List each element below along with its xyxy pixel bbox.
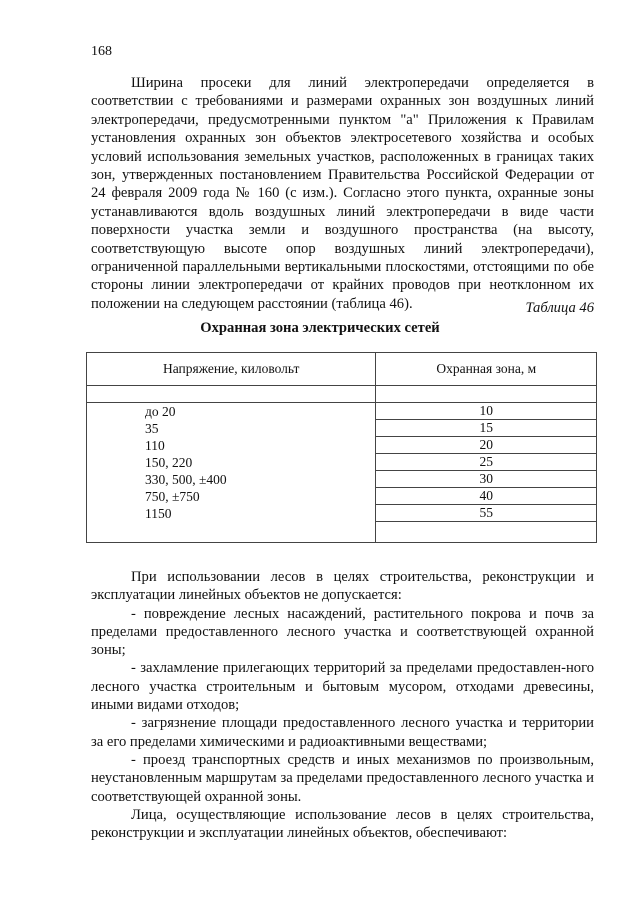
obligations-intro: Лица, осуществляющие использование лесов в целях строительства, реконструкции и эксплуатации линейных объектов, обеспечивают: [91,806,594,842]
restriction-item: - повреждение лесных насаждений, растительного покрова и почв за пределами предоставленного лесного участка и соответствующей охранной зоны; [91,605,594,659]
voltage-cell: 150, 220 [87,454,376,471]
header-voltage: Напряжение, киловольт [87,353,376,386]
table-number: Таблица 46 [525,300,594,316]
table-row [87,437,597,454]
table-bottom-row [87,522,597,543]
zone-value: 10 [376,403,596,420]
voltage-cell: 330, 500, ±400 [87,471,376,488]
table-row [87,454,597,471]
protection-zone-table [86,352,597,543]
zone-cell [376,454,597,471]
table-spacer-row [87,386,597,403]
table-header-row [87,353,597,386]
zone-value: 40 [376,488,596,505]
table-title: Охранная зона электрических сетей [200,320,440,336]
zone-value: 30 [376,471,596,488]
zone-cell [376,505,597,522]
table-row [87,420,597,437]
header-zone: Охранная зона, м [376,353,597,386]
table-row [87,471,597,488]
voltage-cell: 35 [87,420,376,437]
voltage-cell: 1150 [87,505,376,522]
intro-paragraph: Ширина просеки для линий электропередачи определяется в соответствии с требованиями и размерами охранных зон воздушных линий электропередачи, предусмотренными пунктом "а" Приложения к Правилам установления охранных зон объектов электросетевого хозяйства и особых условий использования земельных участков, расположенных в границах таких зон, утвержденных постановлением Правительства Российской Федерации от 24 февраля 2009 года № 160 (с изм.). Согласно этого пункта, охранные зоны устанавливаются вдоль воздушных линий электропередачи в виде части поверхности участка земли и воздушного пространства (на высоту, соответствующую высоте опор воздушных линий электропередачи), ограниченной параллельными вертикальными плоскостями, отстоящими по обе стороны линии электропередачи от крайних проводов при неотклонном их положении на следующем расстоянии (таблица 46). [91,75,594,312]
zone-value: 20 [376,437,596,454]
zone-cell [376,437,597,454]
page-number: 168 [91,44,112,59]
zone-value: 15 [376,420,596,437]
usage-restrictions-section [91,568,594,842]
voltage-cell: 750, ±750 [87,488,376,505]
table-row [87,505,597,522]
restriction-item: - проезд транспортных средств и иных механизмов по произвольным, неустановленным маршрутам за пределами предоставленного лесного участка и соответствующей охранной зоны. [91,751,594,805]
voltage-cell: до 20 [87,403,376,421]
zone-cell [376,471,597,488]
voltage-cell: 110 [87,437,376,454]
zone-value: 25 [376,454,596,471]
table-row [87,488,597,505]
restrictions-intro: При использовании лесов в целях строительства, реконструкции и эксплуатации линейных объектов не допускается: [91,569,594,604]
zone-cell [376,403,597,421]
restriction-item: - загрязнение площади предоставленного лесного участка и территории за его пределами химическими и радиоактивными веществами; [91,715,594,750]
zone-cell [376,420,597,437]
restriction-item: - захламление прилегающих территорий за пределами предоставлен-ного лесного участка строительным и бытовым мусором, отходами древесины, иными видами отходов; [91,660,594,714]
table-row [87,403,597,421]
zone-value: 55 [376,505,596,522]
zone-cell [376,488,597,505]
